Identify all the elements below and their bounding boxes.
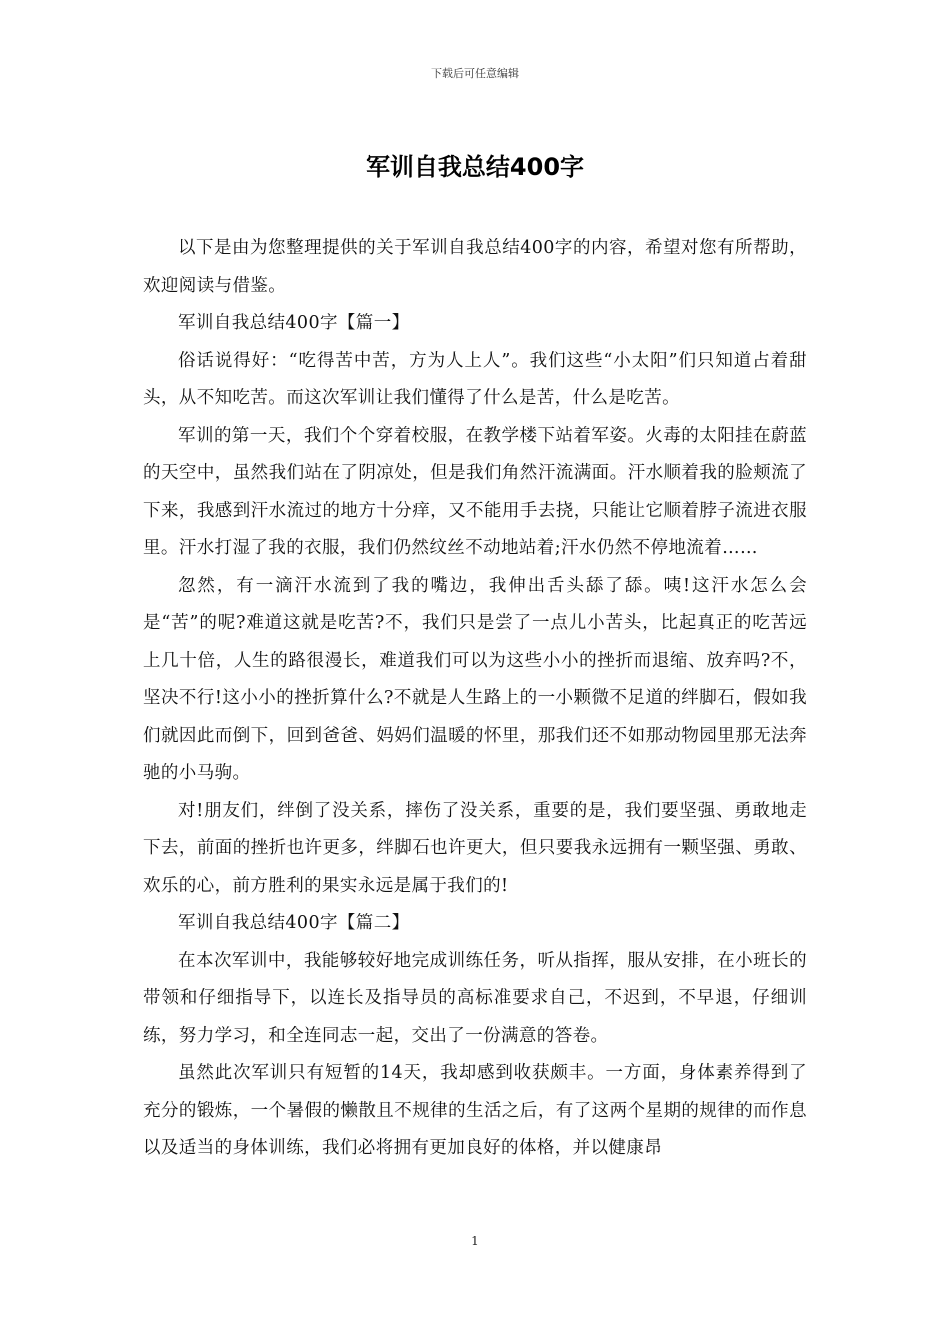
header-note: 下载后可任意编辑	[431, 67, 519, 80]
section-heading-part-one: 军训自我总结400字【篇一】	[178, 313, 410, 333]
body-paragraph: 对!朋友们，绊倒了没关系，摔伤了没关系，重要的是，我们要坚强、勇敢地走下去，前面的挫折也许更多，绊脚石也许更大，但只要我永远拥有一颗坚强、勇敢、欢乐的心，前方胜利的果实永远是属于我们的!	[143, 800, 807, 896]
document-body	[143, 230, 807, 1168]
body-paragraph: 军训的第一天，我们个个穿着校服，在教学楼下站着军姿。火毒的太阳挂在蔚蓝的天空中，虽然我们站在了阴凉处，但是我们角然汗流满面。汗水顺着我的脸颊流了下来，我感到汗水流过的地方十分痒，又不能用手去挠，只能让它顺着脖子流进衣服里。汗水打湿了我的衣服，我们仍然纹丝不动地站着;汗水仍然不停地流着……	[143, 425, 807, 558]
document-title: 军训自我总结400字	[365, 153, 585, 181]
body-paragraph: 在本次军训中，我能够较好地完成训练任务，听从指挥，服从安排，在小班长的带领和仔细指导下，以连长及指导员的高标准要求自己，不迟到，不早退，仔细训练，努力学习，和全连同志一起，交出了一份满意的答卷。	[143, 950, 807, 1046]
body-paragraph: 忽然，有一滴汗水流到了我的嘴边，我伸出舌头舔了舔。咦!这汗水怎么会是“苦”的呢?难道这就是吃苦?不，我们只是尝了一点儿小苦头，比起真正的吃苦远上几十倍，人生的路很漫长，难道我们可以为这些小小的挫折而退缩、放弃吗?不，坚决不行!这小小的挫折算什么?不就是人生路上的一小颗微不足道的绊脚石，假如我们就因此而倒下，回到爸爸、妈妈们温暖的怀里，那我们还不如那动物园里那无法奔驰的小马驹。	[143, 575, 807, 783]
page-number: 1	[471, 1234, 479, 1248]
section-heading-part-two: 军训自我总结400字【篇二】	[178, 913, 410, 933]
intro-paragraph: 以下是由为您整理提供的关于军训自我总结400字的内容，希望对您有所帮助，欢迎阅读与借鉴。	[143, 238, 807, 296]
body-paragraph: 俗话说得好：“吃得苦中苦，方为人上人”。我们这些“小太阳”们只知道占着甜头，从不知吃苦。而这次军训让我们懂得了什么是苦，什么是吃苦。	[143, 350, 807, 408]
body-paragraph: 虽然此次军训只有短暂的14天，我却感到收获颇丰。一方面，身体素养得到了充分的锻炼，一个暑假的懒散且不规律的生活之后，有了这两个星期的规律的而作息以及适当的身体训练，我们必将拥有更加良好的体格，并以健康昂	[143, 1063, 807, 1158]
